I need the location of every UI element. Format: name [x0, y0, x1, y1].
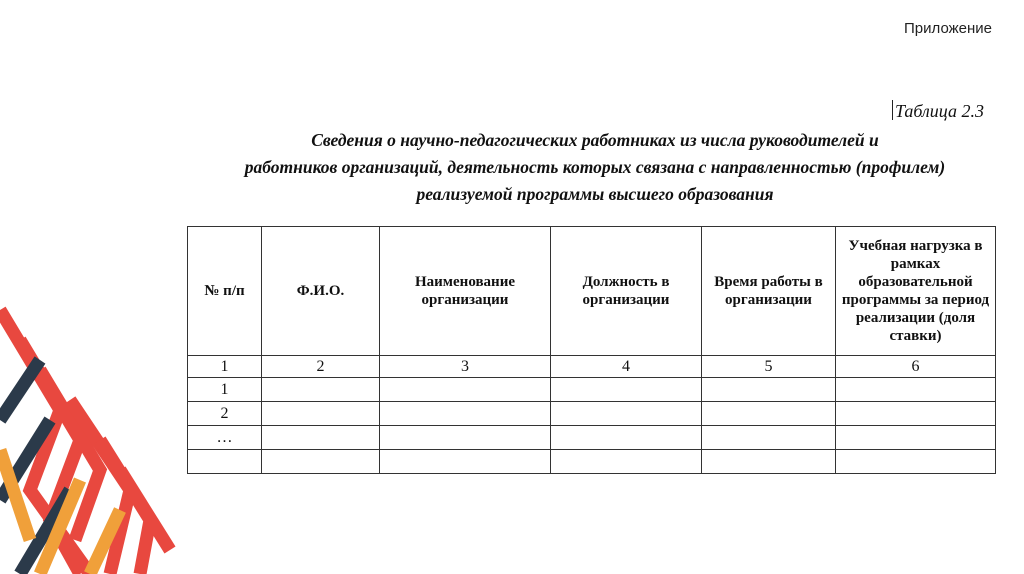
table-caption-text: Таблица 2.3 [894, 101, 984, 121]
column-number: 6 [836, 356, 996, 378]
document-title [190, 127, 1000, 208]
table-cell [262, 378, 380, 402]
header-row [188, 227, 996, 356]
header-cell: Время работы в организации [702, 227, 836, 356]
table-cell [702, 402, 836, 426]
table-cell [836, 450, 996, 474]
table-cell: … [188, 426, 262, 450]
table-cell [702, 450, 836, 474]
table-cell [551, 378, 702, 402]
table-cell [380, 378, 551, 402]
staff-table [187, 226, 996, 474]
table-cell: 2 [188, 402, 262, 426]
table-cell [551, 450, 702, 474]
table-row [188, 426, 996, 450]
table-cell [702, 378, 836, 402]
column-number-row [188, 356, 996, 378]
header-cell: Учебная нагрузка в рамках образовательной программы за период реализации (доля ставки) [836, 227, 996, 356]
table-cell [836, 378, 996, 402]
table-cell [836, 426, 996, 450]
column-number: 4 [551, 356, 702, 378]
table-cell [380, 426, 551, 450]
title-line: Сведения о научно-педагогических работниках из числа руководителей и [311, 130, 879, 150]
header-cell: Ф.И.О. [262, 227, 380, 356]
table-cell [380, 450, 551, 474]
table-caption [892, 100, 984, 122]
table-cell: 1 [188, 378, 262, 402]
table-cell [551, 402, 702, 426]
table-cell [836, 402, 996, 426]
caption-mark [892, 100, 893, 120]
header-cell: Должность в организации [551, 227, 702, 356]
decorative-stripes [0, 300, 185, 574]
table-cell [262, 450, 380, 474]
table-cell [262, 426, 380, 450]
table-cell [188, 450, 262, 474]
table-row [188, 450, 996, 474]
column-number: 5 [702, 356, 836, 378]
column-number: 2 [262, 356, 380, 378]
column-number: 1 [188, 356, 262, 378]
header-cell: Наименование организации [380, 227, 551, 356]
title-line: работников организаций, деятельность которых связана с направленностью (профилем) [244, 157, 946, 177]
table-row [188, 378, 996, 402]
header-cell: № п/п [188, 227, 262, 356]
table-cell [380, 402, 551, 426]
title-line: реализуемой программы высшего образования [416, 184, 774, 204]
table-row [188, 402, 996, 426]
table-cell [262, 402, 380, 426]
table-cell [551, 426, 702, 450]
column-number: 3 [380, 356, 551, 378]
table-cell [702, 426, 836, 450]
annex-label: Приложение [904, 20, 992, 37]
